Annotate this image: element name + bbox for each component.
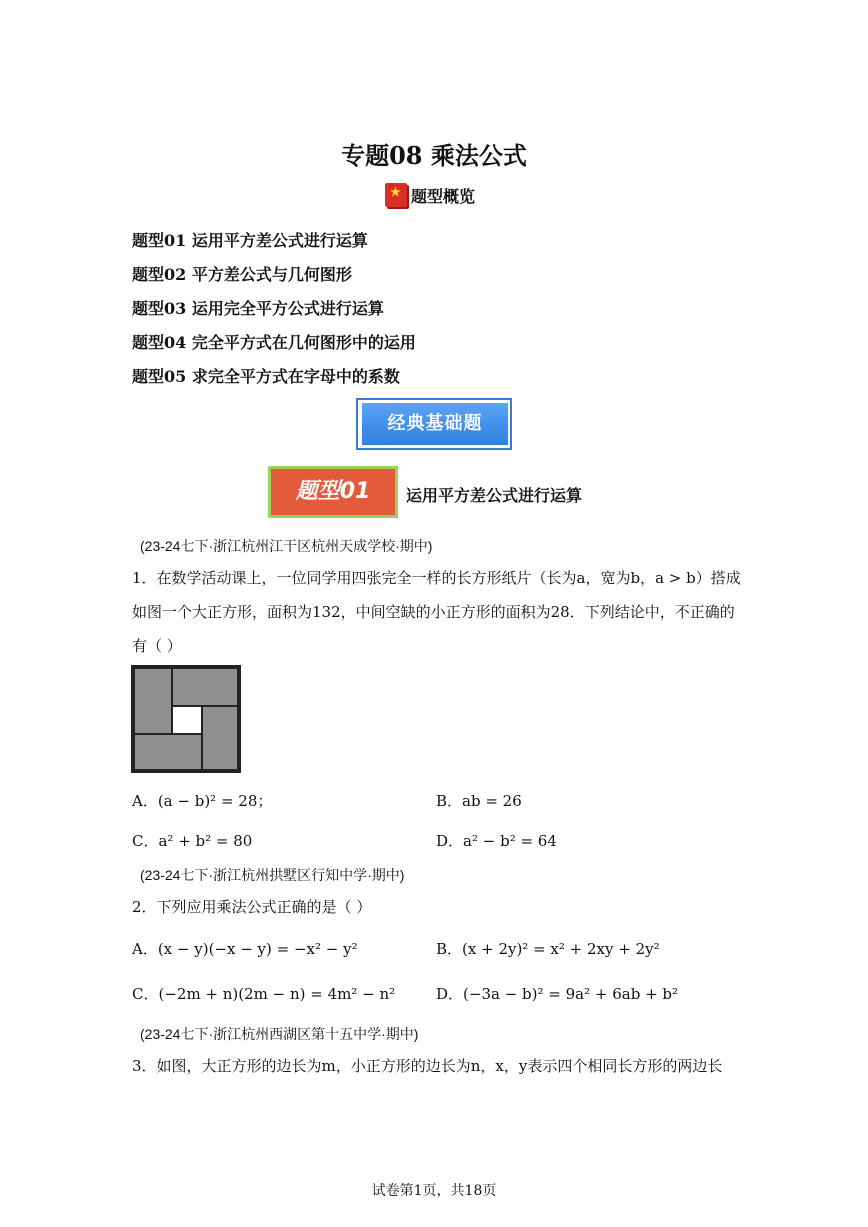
type-badge: 题型01	[268, 466, 398, 518]
overview-label: 题型概览	[411, 186, 476, 206]
q1-source: (23-24七下·浙江杭州江干区杭州天成学校·期中)	[140, 538, 433, 554]
figure-rect-bottom	[133, 733, 203, 771]
type-item-2: 题型02 平方差公式与几何图形	[132, 265, 352, 284]
figure-center-hole	[171, 705, 203, 735]
figure-rect-left	[133, 667, 173, 735]
q3-text: 3．如图，大正方形的边长为m，小正方形的边长为n，x，y表示四个相同长方形的两边长	[132, 1057, 723, 1075]
q3-source: (23-24七下·浙江杭州西湖区第十五中学·期中)	[140, 1026, 419, 1042]
overview-heading	[385, 183, 475, 207]
q1-option-a: A．(a − b)² = 28；	[132, 792, 273, 810]
page-footer: 试卷第1页，共18页	[371, 1183, 497, 1199]
type-item-1: 题型01 运用平方差公式进行运算	[132, 231, 368, 250]
q2-option-c: C．(−2m + n)(2m − n) = 4m² − n²	[132, 985, 396, 1003]
q1-option-c: C．a² + b² = 80	[132, 832, 253, 850]
page-title: 专题08 乘法公式	[341, 141, 527, 170]
q2-option-a: A．(x − y)(−x − y) = −x² − y²	[132, 940, 358, 958]
type-item-4: 题型04 完全平方式在几何图形中的运用	[132, 333, 416, 352]
q1-text: 1．在数学活动课上，一位同学用四张完全一样的长方形纸片（长为a，宽为b，a > b）搭成如图一个大正方形，面积为132，中间空缺的小正方形的面积为28．下列结论中，不正确的有（ ）	[132, 569, 741, 655]
q1-figure	[131, 665, 241, 773]
figure-rect-right	[201, 705, 239, 771]
type-item-5: 题型05 求完全平方式在字母中的系数	[132, 367, 400, 386]
type-item-3: 题型03 运用完全平方公式进行运算	[132, 299, 384, 318]
type-badge-label: 运用平方差公式进行运算	[406, 486, 583, 505]
figure-rect-top	[171, 667, 239, 707]
q2-source: (23-24七下·浙江杭州拱墅区行知中学·期中)	[140, 867, 405, 883]
q2-option-d: D．(−3a − b)² = 9a² + 6ab + b²	[436, 985, 679, 1003]
q1-option-d: D．a² − b² = 64	[436, 832, 557, 850]
book-icon: ★	[385, 183, 407, 207]
q2-text: 2．下列应用乘法公式正确的是（ ）	[132, 898, 372, 916]
q1-option-b: B．ab = 26	[436, 792, 522, 810]
q2-option-b: B．(x + 2y)² = x² + 2xy + 2y²	[436, 940, 660, 958]
section-banner: 经典基础题	[362, 403, 508, 445]
